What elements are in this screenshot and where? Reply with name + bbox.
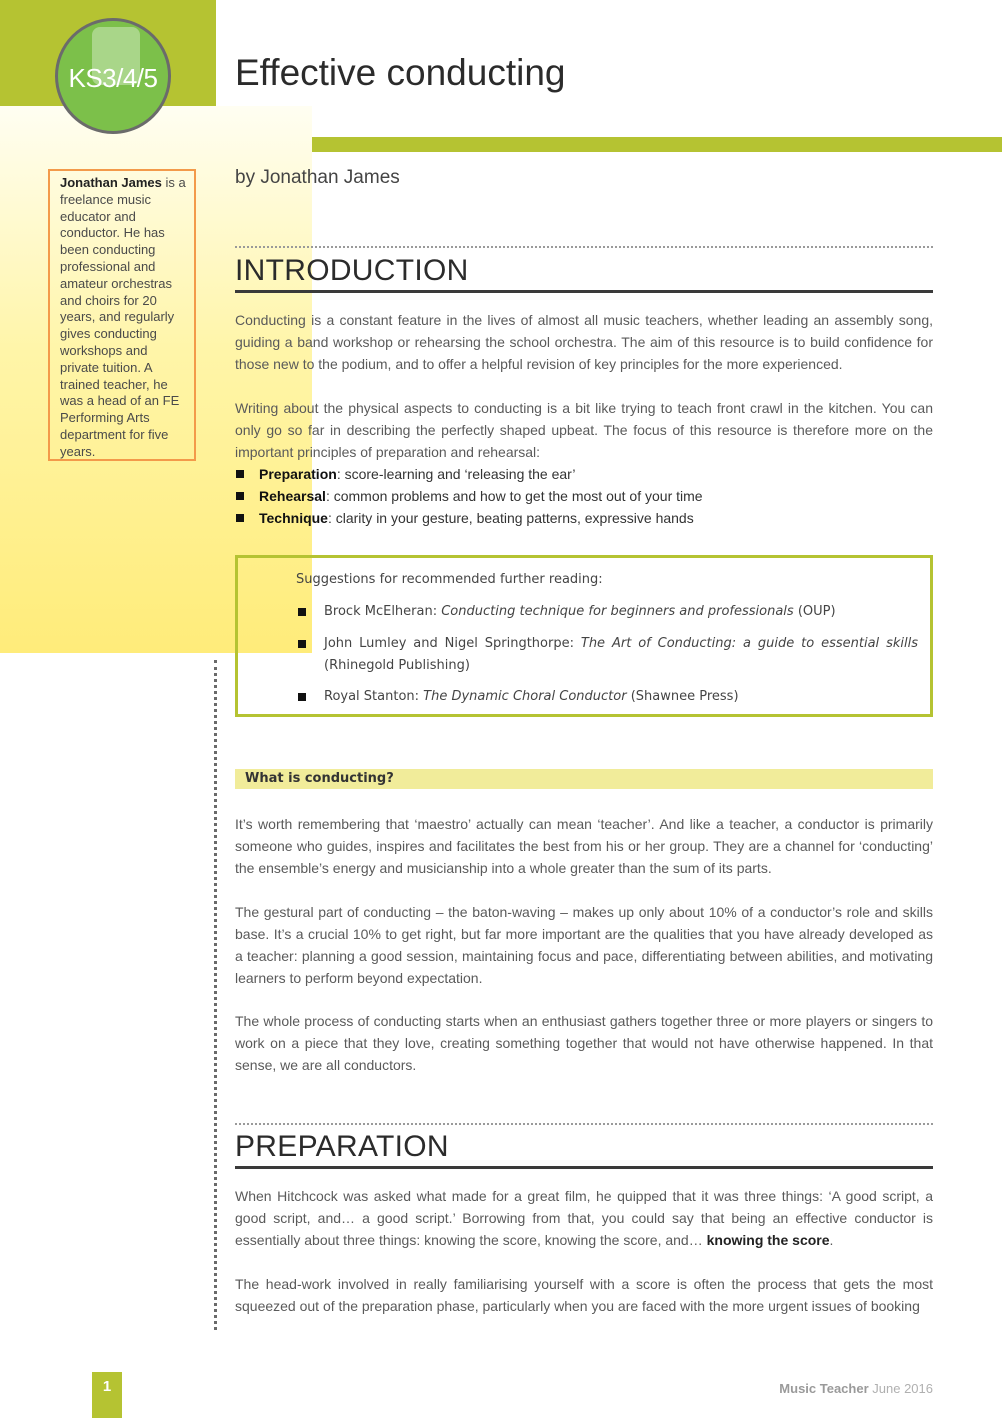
bullet-text: : score-learning and ‘releasing the ear’ — [336, 466, 576, 482]
intro-paragraph-1: Conducting is a constant feature in the lives of almost all music teachers, whether leading an assembly song, guiding a band workshop or rehearsing the school orchestra. The aim of this resource is to build confidence for those new to the podium, and to offer a helpful revision of key principles for the more experienced. — [235, 312, 933, 372]
reading-book-title: The Art of Conducting: a guide to essential skills — [580, 636, 918, 651]
issue-date: June 2016 — [868, 1381, 933, 1396]
reading-book-title: The Dynamic Choral Conductor — [423, 689, 627, 704]
subheading-bar — [235, 769, 933, 789]
list-item — [235, 507, 933, 529]
reading-item — [296, 686, 918, 708]
reading-publisher: (Rhinegold Publishing) — [324, 658, 470, 673]
list-item — [235, 485, 933, 507]
intro-bullet-list — [235, 463, 933, 529]
what-is-conducting-heading: What is conducting? — [245, 771, 394, 786]
what-is-paragraph-3: The whole process of conducting starts when an enthusiast gathers together three or more players or singers to work on a piece that they love, creating something together that would not have otherwise happened. In that sense, we are all conductors. — [235, 1013, 933, 1073]
magazine-name: Music Teacher — [779, 1381, 869, 1396]
reading-publisher: (OUP) — [793, 604, 836, 619]
author-name: Jonathan James — [60, 175, 162, 190]
reading-author: Royal Stanton: — [324, 689, 424, 704]
further-reading-box — [235, 555, 933, 717]
bullet-square-icon — [236, 470, 244, 478]
author-bio-text: is a freelance music educator and conductor. He has been conducting professional and amateur orchestras and choirs for 20 years, and regularly gives conducting workshops and private tuition. A trained teacher, he was a head of an FE Performing Arts department for five years. — [60, 175, 186, 459]
reading-book-title: Conducting technique for beginners and professionals — [441, 604, 794, 619]
intro-paragraph-2: Writing about the physical aspects to conducting is a bit like trying to teach front crawl in the kitchen. You can only go so far in describing the perfectly shaped upbeat. The focus of this resource is therefore more on the important principles of preparation and rehearsal: — [235, 400, 933, 460]
reading-author: Brock McElheran: — [324, 604, 442, 619]
preparation-heading-rule — [235, 1166, 933, 1169]
what-is-paragraph-1: It’s worth remembering that ‘maestro’ actually can mean ‘teacher’. And like a teacher, a conductor is primarily someone who guides, inspires and facilitates the best from his or her group. They are a channel for ‘conducting’ the ensemble’s energy and musicianship into a whole greater than the sum of its parts. — [235, 816, 933, 876]
bullet-term: Preparation — [259, 466, 337, 482]
author-bio-box — [48, 169, 196, 461]
page-number-tab — [92, 1372, 122, 1418]
what-is-paragraph-2: The gestural part of conducting – the baton-waving – makes up only about 10% of a conductor’s role and skills base. It’s a crucial 10% to get right, but far more important are the qualities that you have already developed as a teacher: planning a good session, maintaining focus and pace, differentiating between abilities, and motivating learners to perform beyond expectation. — [235, 904, 933, 986]
preparation-heading: PREPARATION — [235, 1130, 449, 1163]
reading-item — [296, 633, 918, 677]
section-divider-dotted — [235, 1123, 933, 1125]
margin-dotted-line — [214, 660, 217, 1330]
further-reading-title: Suggestions for recommended further reading: — [296, 572, 603, 587]
reading-item — [296, 601, 918, 623]
bullet-term: Technique — [259, 510, 328, 526]
bullet-square-icon — [298, 640, 306, 648]
preparation-paragraph-2: The head-work involved in really familiarising yourself with a score is often the process that gets the most squeezed out of the preparation phase, particularly when you are faced with the more urgent issues of booking — [235, 1276, 933, 1314]
key-stage-label: KS3/4/5 — [68, 63, 158, 93]
preparation-paragraph-1-text: When Hitchcock was asked what made for a great film, he quipped that it was three things: ‘A good script, a good script, and… a good script.’ Borrowing from that, you could say that being an effective conductor is essentially about three things: knowing the score, knowing the score, and… — [235, 1188, 933, 1248]
list-item — [235, 463, 933, 485]
bullet-term: Rehearsal — [259, 488, 326, 504]
preparation-paragraph-1 — [235, 1185, 933, 1251]
key-stage-badge — [55, 18, 171, 134]
section-divider-dotted — [235, 246, 933, 248]
intro-heading: INTRODUCTION — [235, 254, 469, 287]
bullet-text: : common problems and how to get the most out of your time — [325, 488, 703, 504]
bullet-square-icon — [298, 608, 306, 616]
reading-publisher: (Shawnee Press) — [626, 689, 739, 704]
bullet-text: : clarity in your gesture, beating patterns, expressive hands — [327, 510, 694, 526]
header-accent-rule — [312, 137, 1002, 152]
page-title: Effective conducting — [235, 52, 566, 93]
page-number: 1 — [102, 1378, 112, 1395]
bullet-square-icon — [236, 492, 244, 500]
byline: by Jonathan James — [235, 167, 400, 188]
bullet-square-icon — [236, 514, 244, 522]
bullet-square-icon — [298, 693, 306, 701]
preparation-paragraph-1-end: . — [829, 1232, 834, 1248]
footer-credit — [660, 1381, 933, 1396]
intro-heading-rule — [235, 290, 933, 293]
reading-author: John Lumley and Nigel Springthorpe: — [324, 636, 581, 651]
preparation-emphasis: knowing the score — [706, 1232, 830, 1248]
